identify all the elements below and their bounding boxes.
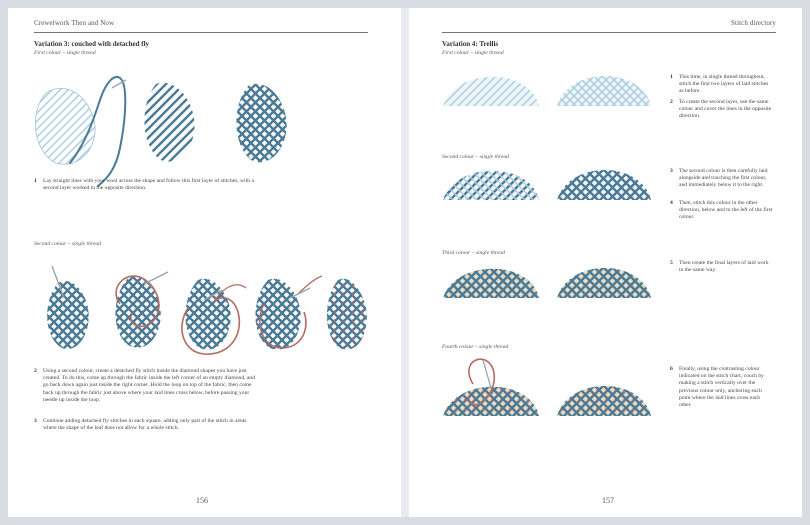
stitch-line [406, 158, 456, 208]
stitch-line [8, 258, 118, 368]
stitch-line [191, 258, 301, 368]
stitch-line [182, 258, 292, 368]
stitch-line [60, 258, 170, 368]
stitch-line [301, 258, 411, 368]
stitch-line [60, 258, 170, 368]
leaf-illustration-row-2 [8, 8, 401, 517]
step-number: 1 [670, 74, 673, 80]
stitch-line [87, 258, 197, 368]
stitch-line [252, 258, 362, 368]
right-step-6 [670, 366, 774, 409]
left-page [8, 8, 401, 517]
step-text: Using a second colour, create a detached fly stitch inside the diamond shapes you have just created. To do this, come up through the fabric inside the left corner of an empty diamond, and go back down again just inside the right corner. Hold the loop on top of the fabric, then come back up through the fabric just above where your laid lines cross below, before passing your needle up inside the loop. [43, 368, 256, 403]
stitch-line [209, 258, 319, 368]
right-step-1 [670, 74, 774, 96]
stitch-line [523, 256, 573, 306]
stitch-line [523, 158, 573, 208]
stitch-line [114, 258, 224, 368]
stitch-line [161, 258, 271, 368]
stitch-line [0, 258, 82, 368]
stitch-line [301, 258, 411, 368]
left-running-head: Crewelwork Then and Now [34, 19, 115, 27]
stitch-line [231, 258, 341, 368]
stitch-line [155, 258, 265, 368]
stitch-line [290, 258, 400, 368]
left-sub-first-colour: First colour – single thread [34, 50, 96, 56]
step-number: 3 [670, 168, 673, 174]
stitch-line [132, 258, 242, 368]
stitch-line [234, 258, 344, 368]
stitch-line [0, 258, 91, 368]
stitch-line [85, 258, 195, 368]
right-sub-first-colour: First colour – single thread [442, 50, 504, 56]
stitch-line [263, 258, 373, 368]
step-text: Finally, using the contrasting colour indicated on the stitch chart, couch by making a stitch vertically over the previous colour only, anchoring each point where the laid lines cross each other. [679, 366, 764, 409]
stitch-line [0, 258, 46, 368]
stitch-line [193, 258, 303, 368]
stitch-line [89, 258, 199, 368]
stitch-line [406, 256, 456, 306]
step-number: 5 [670, 260, 673, 266]
stitch-line [159, 258, 269, 368]
stitch-line [220, 258, 330, 368]
right-step-2 [670, 99, 774, 121]
stitch-line [94, 258, 204, 368]
stitch-line [173, 258, 283, 368]
stitch-line [0, 258, 28, 368]
left-step-2 [34, 368, 260, 404]
right-sub-third-colour: Third colour – single thread [442, 250, 505, 256]
stitch-line [173, 258, 283, 368]
stitch-line [281, 258, 391, 368]
stitch-line [105, 258, 215, 368]
stitch-line [285, 258, 395, 368]
right-sub-fourth-colour: Fourth colour – single thread [442, 344, 509, 350]
stitch-line [216, 258, 326, 368]
stitch-line [121, 258, 231, 368]
stitch-line [200, 258, 310, 368]
step-number: 2 [34, 368, 37, 374]
stitch-line [51, 258, 161, 368]
right-step-5 [670, 260, 774, 274]
step-number: 1 [34, 178, 37, 184]
stitch-line [123, 258, 233, 368]
stitch-line [112, 258, 222, 368]
stitch-line [159, 258, 269, 368]
stitch-line [272, 258, 382, 368]
stitch-line [24, 258, 134, 368]
stitch-line [0, 258, 91, 368]
stitch-line [44, 258, 154, 368]
stitch-line [406, 374, 456, 424]
stitch-line [62, 258, 172, 368]
right-page-number: 157 [602, 496, 614, 505]
stitch-line [243, 258, 353, 368]
stitch-line [152, 258, 262, 368]
stitch-line [6, 258, 116, 368]
stitch-line [98, 258, 208, 368]
stitch-line [26, 258, 136, 368]
stitch-line [238, 258, 348, 368]
stitch-line [523, 158, 573, 208]
stitch-line [152, 258, 262, 368]
stitch-line [51, 258, 161, 368]
stitch-line [53, 258, 163, 368]
stitch-line [150, 258, 260, 368]
stitch-line [254, 258, 364, 368]
stitch-line [35, 258, 145, 368]
stitch-line [245, 258, 355, 368]
stitch-line [290, 258, 400, 368]
step-text: Continue adding detached fly stitches in each square, adding only part of the stitch in areas where the shape of the leaf does not allow for a whole stitch. [43, 418, 247, 432]
stitch-line [155, 258, 265, 368]
stitch-line [35, 258, 145, 368]
stitch-line [0, 258, 37, 368]
stitch-line [85, 258, 195, 368]
stitch-line [24, 258, 134, 368]
right-sub-second-colour: Second colour – single thread [442, 154, 509, 160]
stitch-line [523, 374, 573, 424]
stitch-line [285, 258, 395, 368]
stitch-line [261, 258, 371, 368]
stitch-line [175, 258, 285, 368]
stitch-line [202, 258, 312, 368]
stitch-line [53, 258, 163, 368]
stitch-line [229, 258, 339, 368]
stitch-line [299, 258, 409, 368]
right-page [409, 8, 802, 517]
step-number: 2 [670, 99, 673, 105]
stitch-line [0, 258, 98, 368]
stitch-line [78, 258, 188, 368]
stitch-line [121, 258, 231, 368]
left-step-3 [34, 418, 260, 432]
stitch-line [44, 258, 154, 368]
stitch-line [292, 258, 402, 368]
leaf-e-needle [144, 272, 168, 284]
right-variation-title: Variation 4: Trellis [442, 40, 499, 48]
stitch-line [98, 258, 208, 368]
stitch-line [215, 258, 325, 368]
stitch-line [33, 258, 143, 368]
stitch-line [215, 258, 325, 368]
stitch-line [225, 258, 335, 368]
step-text: Then, stitch this colour in the other direction, below and to the left of the first colour. [679, 200, 773, 221]
stitch-line [89, 258, 199, 368]
stitch-line [292, 258, 402, 368]
stitch-line [252, 258, 362, 368]
stitch-line [80, 258, 190, 368]
stitch-line [15, 258, 125, 368]
stitch-line [193, 258, 303, 368]
step-number: 6 [670, 366, 673, 372]
stitch-line [229, 258, 339, 368]
stitch-line [0, 258, 100, 368]
stitch-line [236, 258, 346, 368]
step-text: This time, in single thread throughout, stitch the first two layers of laid stitches as before. [679, 74, 769, 95]
step-text: The second colour is then carefully laid alongside and touching the first colour, and immediately below it to the right. [679, 168, 768, 189]
stitch-line [411, 158, 461, 208]
stitch-line [0, 258, 98, 368]
left-sub-second-colour: Second colour – single thread [34, 241, 101, 247]
stitch-line [157, 258, 267, 368]
right-step-4 [670, 200, 774, 222]
leaf-e-crosshatch [0, 258, 395, 368]
stitch-line [270, 258, 380, 368]
stitch-line [523, 256, 573, 306]
stitch-line [80, 258, 190, 368]
stitch-line [114, 258, 224, 368]
step-text: To create the second layer, use the same colour and cover the lines in the opposite direction. [679, 99, 772, 120]
stitch-line [263, 258, 373, 368]
left-variation-title: Variation 3: couched with detached fly [34, 40, 150, 48]
leaf-g-red-tail [298, 276, 322, 294]
stitch-line [123, 258, 233, 368]
stitch-line [0, 258, 37, 368]
stitch-line [112, 258, 222, 368]
stitch-line [218, 258, 328, 368]
stitch-line [15, 258, 125, 368]
stitch-line [0, 258, 46, 368]
stitch-line [234, 258, 344, 368]
right-step-3 [670, 168, 774, 190]
stitch-line [94, 258, 204, 368]
stitch-line [96, 258, 206, 368]
step-text: Lay straight lines with your wool across the shape and follow this first layer of stitches, with a second layer worked in the opposite direction. [43, 178, 254, 192]
stitch-line [42, 258, 152, 368]
stitch-line [403, 158, 453, 208]
stitch-line [216, 258, 326, 368]
stitch-line [406, 256, 456, 306]
stitch-line [0, 258, 28, 368]
stitch-line [299, 258, 409, 368]
stitch-line [191, 258, 301, 368]
stitch-line [279, 258, 389, 368]
stitch-line [306, 258, 416, 368]
stitch-line [0, 258, 82, 368]
stitch-line [33, 258, 143, 368]
step-text: Then create the final layers of laid work in the same way. [679, 260, 769, 274]
stitch-line [406, 374, 456, 424]
stitch-line [62, 258, 172, 368]
stitch-line [202, 258, 312, 368]
stitch-line [0, 258, 100, 368]
stitch-line [238, 258, 348, 368]
stitch-line [132, 258, 242, 368]
stitch-line [6, 258, 116, 368]
stitch-line [243, 258, 353, 368]
stitch-line [227, 258, 337, 368]
stitch-line [297, 258, 407, 368]
left-page-number: 156 [196, 496, 208, 505]
step-number: 3 [34, 418, 37, 424]
stitch-line [161, 258, 271, 368]
stitch-line [0, 258, 55, 368]
stitch-line [164, 258, 274, 368]
stitch-line [272, 258, 382, 368]
stitch-line [254, 258, 364, 368]
stitch-line [42, 258, 152, 368]
stitch-line [220, 258, 330, 368]
stitch-line [0, 258, 55, 368]
stitch-line [200, 258, 310, 368]
stitch-line [523, 374, 573, 424]
stitch-line [261, 258, 371, 368]
stitch-line [270, 258, 380, 368]
right-running-head: Stitch directory [731, 19, 776, 27]
stitch-line [150, 258, 260, 368]
step-number: 4 [670, 200, 673, 206]
stitch-line [281, 258, 391, 368]
stitch-line [164, 258, 274, 368]
stitch-line [182, 258, 292, 368]
stitch-line [231, 258, 341, 368]
gutter [401, 8, 409, 517]
stitch-line [225, 258, 335, 368]
stitch-line [17, 258, 127, 368]
